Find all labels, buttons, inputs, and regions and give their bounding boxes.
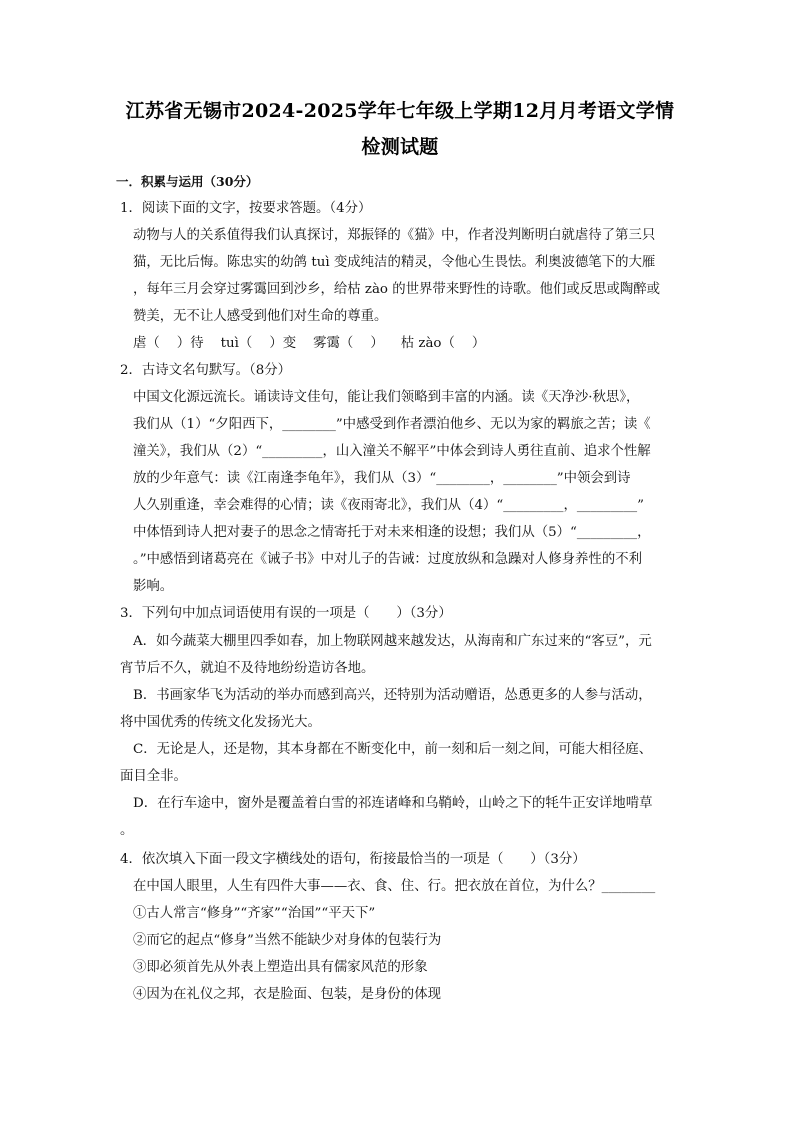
question-2-text-line: 我们从（1）“夕阳西下，________”中感受到作者漂泊他乡、无以为家的羁旅之苦；读《 [133,417,651,432]
question-3-option-b: B．书画家华飞为活动的举办而感到高兴，还特别为活动赠语，怂恿更多的人参与活动， [133,688,652,703]
question-2-text-line: 中国文化源远流长。诵读诗文佳句，能让我们领略到丰富的内涵。读《天净沙·秋思》， [133,390,640,405]
exam-title-line1: 江苏省无锡市2024-2025学年七年级上学期12月月考语文学情 [125,100,675,122]
question-3-option-a-cont: 宵节后不久，就迫不及待地纷纷造访各地。 [120,661,375,676]
question-2-text-line: 放的少年意气：读《江南逢李龟年》，我们从（3）“________，________”中领会到诗 [133,471,631,486]
question-1-text-line: 动物与人的关系值得我们认真探讨，郑振铎的《猫》中，作者没判断明白就虐待了第三只 [133,228,656,243]
question-2-text-line: 影响。 [133,579,174,594]
question-2-text-line: 潼关》，我们从（2）“_________，山入潼关不解平”中体会到诗人勇往直前、追求个性解 [133,444,651,459]
question-3-option-c: C．无论是人，还是物，其本身都在不断变化中，前一刻和后一刻之间，可能大相径庭、 [133,742,653,757]
question-3-option-d: D．在行车途中，窗外是覆盖着白雪的祁连诸峰和乌鞘岭，山岭之下的牦牛正安详地啃草 [133,796,653,811]
question-4-item-1: ①古人常言“修身”“齐家”“治国”“平天下” [133,906,376,921]
section-heading: 一．积累与运用（30分） [116,174,259,189]
exam-title-line2: 检测试题 [361,136,439,158]
question-3-option-b-cont: 将中国优秀的传统文化发扬光大。 [120,715,321,730]
question-2-text-line: 人久别重逢，幸会难得的心情；读《夜雨寄北》，我们从（4）“_________，_________” [133,498,644,513]
question-2-text-line: 中体悟到诗人把对妻子的思念之情寄托于对未来相逢的设想；我们从（5）“_________， [133,525,651,540]
question-1-text-line: ，每年三月会穿过雾霭回到沙乡，给枯 zào 的世界带来野性的诗歌。他们或反思或陶醉或 [133,282,661,297]
question-4-item-4: ④因为在礼仪之邦，衣是脸面、包装，是身份的体现 [133,987,441,1002]
question-4-stem: 4．依次填入下面一段文字横线处的语句，衔接最恰当的一项是（ ）（3分） [120,852,586,867]
question-3-option-a: A．如今蔬菜大棚里四季如春，加上物联网越来越发达，从海南和广东过来的“客豆”，元 [133,634,652,649]
question-2-stem: 2．古诗文名句默写。（8分） [120,363,292,378]
question-2-text-line: 。”中感悟到诸葛亮在《诫子书》中对儿子的告诫：过度放纵和急躁对人修身养性的不利 [133,552,642,567]
question-3-option-d-cont: 。 [120,823,134,838]
question-4-item-2: ②而它的起点“修身”当然不能缺少对身体的包装行为 [133,933,442,948]
question-3-stem: 3．下列句中加点词语使用有误的一项是（ ）（3分） [120,606,452,621]
question-1-text-line: 赞美，无不让人感受到他们对生命的尊重。 [133,309,388,324]
question-1-stem: 1．阅读下面的文字，按要求答题。（4分） [120,201,372,216]
question-3-option-c-cont: 面目全非。 [120,769,187,784]
question-1-blanks: 虐（ ）待 tuì（ ）变 雾霭（ ） 枯 zào（ ） [133,336,486,351]
question-1-text-line: 猫，无比后悔。陈忠实的幼鸽 tuì 变成纯洁的精灵，令他心生畏怯。利奥波德笔下的大雁 [133,255,656,270]
question-4-item-3: ③即必须首先从外表上塑造出具有儒家风范的形象 [133,960,428,975]
question-4-text-line: 在中国人眼里，人生有四件大事——衣、食、住、行。把衣放在首位，为什么？________ [133,879,656,894]
